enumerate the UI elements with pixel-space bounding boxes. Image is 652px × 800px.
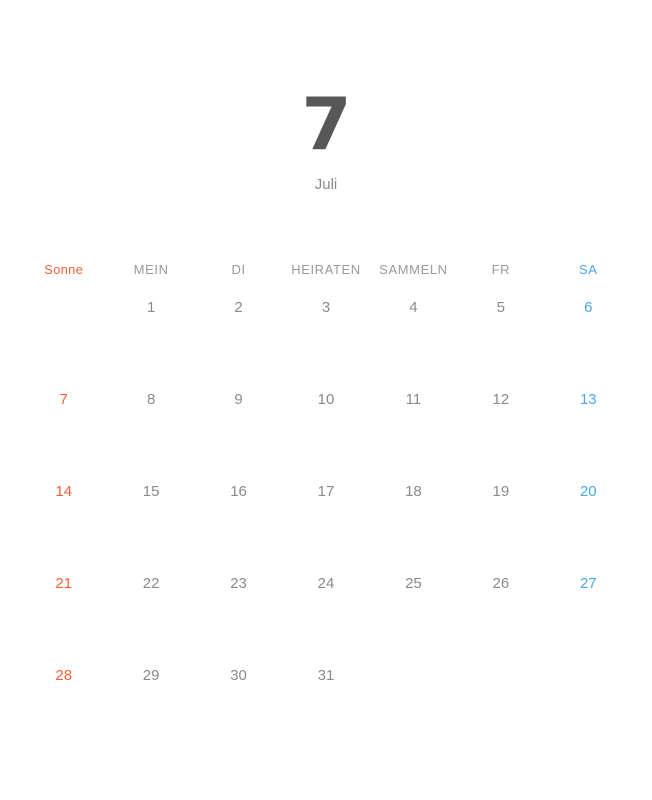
- day-number: 3: [321, 299, 331, 316]
- day-number: 2: [234, 299, 243, 316]
- day-cell-empty: [370, 659, 457, 751]
- day-cell[interactable]: [20, 659, 107, 751]
- calendar-grid: [20, 249, 632, 751]
- day-of-week-header: FR: [491, 262, 511, 277]
- day-number: 29: [142, 667, 160, 684]
- day-cell[interactable]: [457, 567, 544, 659]
- day-cell[interactable]: [107, 291, 194, 383]
- day-number: 15: [142, 483, 160, 500]
- day-number: 30: [230, 667, 247, 684]
- day-cell[interactable]: [20, 475, 107, 567]
- day-number: 31: [317, 667, 335, 684]
- day-cell[interactable]: [282, 475, 369, 567]
- day-cell[interactable]: [195, 659, 282, 751]
- day-cell[interactable]: [370, 475, 457, 567]
- day-number: 8: [146, 391, 156, 408]
- day-cell[interactable]: [282, 567, 369, 659]
- day-number: 13: [579, 391, 597, 408]
- day-cell[interactable]: [107, 567, 194, 659]
- day-cell[interactable]: [195, 567, 282, 659]
- day-number: 23: [230, 575, 247, 592]
- day-number: 28: [55, 667, 73, 684]
- day-cell[interactable]: [370, 567, 457, 659]
- day-number: 12: [492, 391, 510, 408]
- day-cell-empty: [457, 659, 544, 751]
- day-number: 6: [584, 299, 593, 316]
- day-cell[interactable]: [457, 383, 544, 475]
- day-number: 25: [405, 575, 422, 592]
- day-cell[interactable]: [545, 291, 632, 383]
- day-number: 24: [317, 575, 335, 592]
- day-of-week-header: SAMMELN: [379, 262, 448, 277]
- day-number: 14: [55, 483, 73, 500]
- day-cell[interactable]: [282, 383, 369, 475]
- day-number: 16: [230, 483, 247, 500]
- day-cell[interactable]: [282, 659, 369, 751]
- day-cell[interactable]: [457, 475, 544, 567]
- day-cell[interactable]: [20, 567, 107, 659]
- day-cell[interactable]: [545, 475, 632, 567]
- day-cell[interactable]: [195, 383, 282, 475]
- day-number: 18: [405, 483, 422, 500]
- day-number: 7: [59, 391, 68, 408]
- month-name: Juli: [314, 176, 338, 193]
- day-cell-empty: [545, 659, 632, 751]
- day-number: 1: [146, 299, 156, 316]
- day-number: 26: [492, 575, 510, 592]
- day-cell[interactable]: [545, 383, 632, 475]
- day-cell[interactable]: [107, 383, 194, 475]
- day-number: 4: [409, 299, 418, 316]
- day-number: 11: [405, 391, 422, 408]
- day-cell[interactable]: [20, 383, 107, 475]
- day-number: 5: [496, 299, 506, 316]
- month-header: [0, 82, 652, 193]
- day-cell[interactable]: [457, 291, 544, 383]
- day-cell[interactable]: [107, 659, 194, 751]
- day-number: 27: [579, 575, 597, 592]
- day-number: 10: [317, 391, 335, 408]
- day-cell[interactable]: [370, 291, 457, 383]
- day-of-week-header: MEIN: [133, 262, 169, 277]
- day-of-week-header: SA: [579, 262, 598, 277]
- day-number: 21: [55, 575, 73, 592]
- day-cell-empty: [20, 291, 107, 383]
- day-cell[interactable]: [545, 567, 632, 659]
- day-cell[interactable]: [107, 475, 194, 567]
- day-cell[interactable]: [282, 291, 369, 383]
- day-number: 9: [234, 391, 243, 408]
- day-number: 20: [579, 483, 597, 500]
- day-cell[interactable]: [195, 291, 282, 383]
- day-of-week-header: DI: [231, 262, 246, 277]
- month-number: 7: [301, 82, 351, 166]
- day-number: 22: [142, 575, 160, 592]
- day-number: 19: [492, 483, 510, 500]
- day-cell[interactable]: [370, 383, 457, 475]
- day-of-week-header: HEIRATEN: [291, 262, 361, 277]
- day-cell[interactable]: [195, 475, 282, 567]
- day-number: 17: [317, 483, 335, 500]
- day-of-week-header: Sonne: [44, 262, 84, 277]
